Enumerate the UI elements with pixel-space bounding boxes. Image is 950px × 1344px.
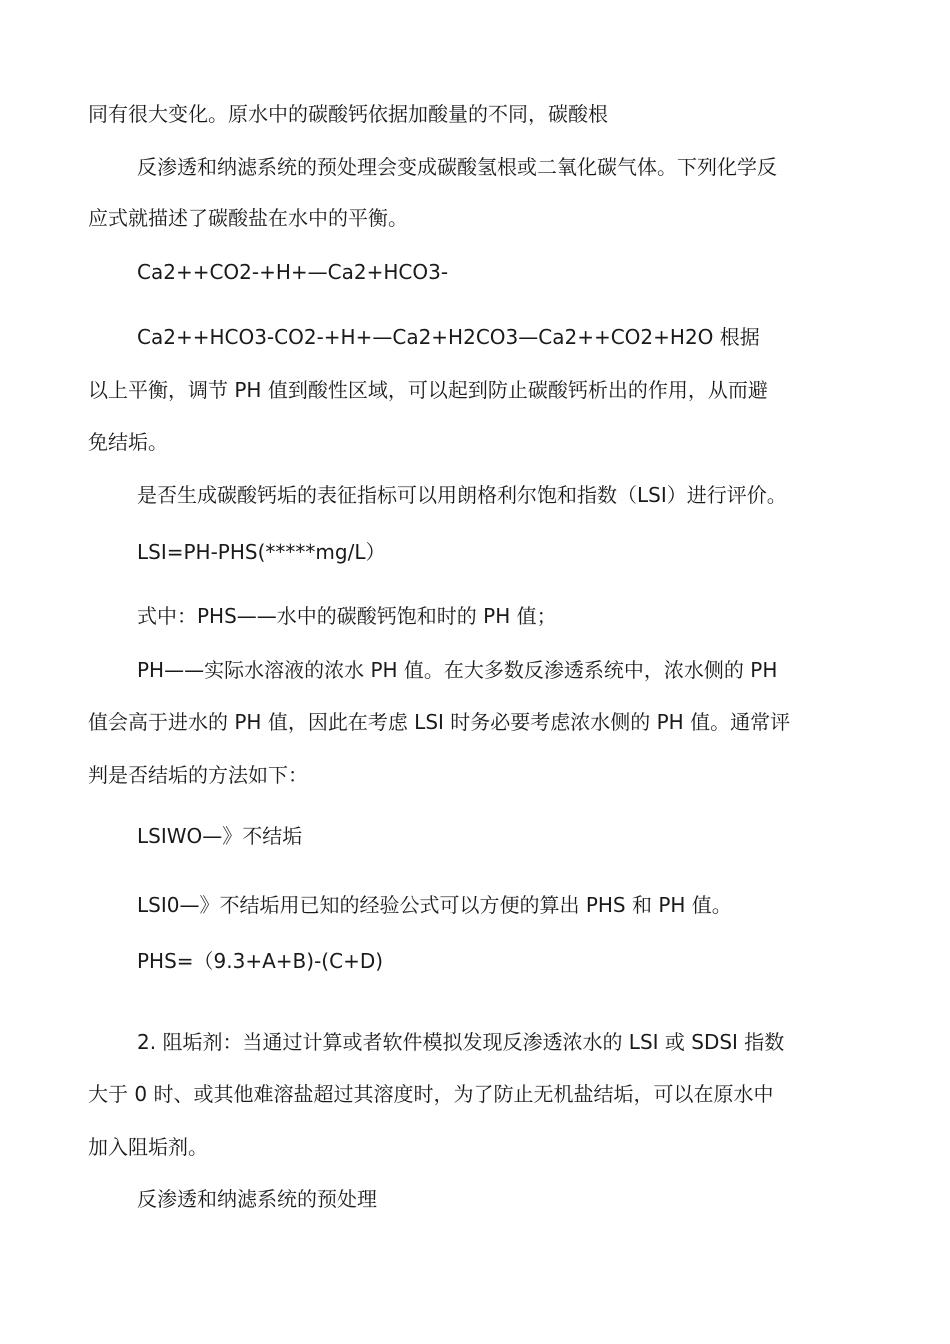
- formula-lsi: LSI=PH-PHS(*****mg/L）: [137, 540, 386, 564]
- text-line-8: PH——实际水溶液的浓水 PH 值。在大多数反渗透系统中，浓水侧的 PH: [137, 658, 778, 682]
- text-line-15: 加入阻垢剂。: [88, 1135, 208, 1159]
- text-line-14: 大于 0 时、或其他难溶盐超过其溶度时，为了防止无机盐结垢，可以在原水中: [88, 1082, 774, 1106]
- text-line-9: 值会高于进水的 PH 值，因此在考虑 LSI 时务必要考虑浓水侧的 PH 值。通常评: [88, 710, 791, 734]
- text-line-3: 应式就描述了碳酸盐在水中的平衡。: [88, 206, 408, 230]
- text-line-12: LSI0—》不结垢用已知的经验公式可以方便的算出 PHS 和 PH 值。: [137, 893, 732, 917]
- text-line-5: 免结垢。: [88, 430, 168, 454]
- text-line-16: 反渗透和纳滤系统的预处理: [137, 1187, 377, 1211]
- equation-line-1: Ca2++CO2-+H+—Ca2+HCO3-: [137, 260, 449, 284]
- formula-phs: PHS=（9.3+A+B)-(C+D): [137, 949, 384, 973]
- text-line-13: 2. 阻垢剂：当通过计算或者软件模拟发现反渗透浓水的 LSI 或 SDSI 指数: [137, 1030, 785, 1054]
- text-line-6: 是否生成碳酸钙垢的表征指标可以用朗格利尔饱和指数（LSI）进行评价。: [137, 483, 787, 507]
- text-line-4: 以上平衡，调节 PH 值到酸性区域，可以起到防止碳酸钙析出的作用，从而避: [88, 378, 768, 402]
- text-line-10: 判是否结垢的方法如下：: [88, 763, 308, 787]
- text-line-11: LSIWO—》不结垢: [137, 824, 303, 848]
- text-line-2: 反渗透和纳滤系统的预处理会变成碳酸氢根或二氧化碳气体。下列化学反: [137, 155, 777, 179]
- text-line-7: 式中：PHS——水中的碳酸钙饱和时的 PH 值；: [137, 604, 557, 628]
- text-line-1: 同有很大变化。原水中的碳酸钙依据加酸量的不同，碳酸根: [88, 102, 608, 126]
- equation-line-2: Ca2++HCO3-CO2-+H+—Ca2+H2CO3—Ca2++CO2+H2O 根据: [137, 325, 760, 349]
